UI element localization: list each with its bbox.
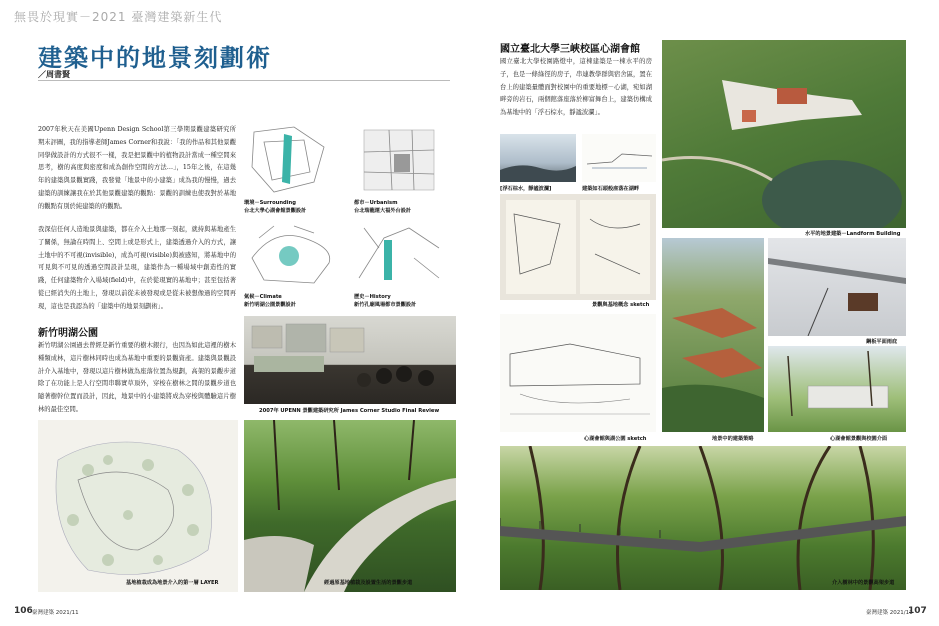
review-photo (244, 316, 456, 404)
plaza-photo (768, 346, 906, 432)
caption-sketch2: 心湖會館與湖公園 sketch (584, 436, 647, 442)
section-title-ntpu: 國立臺北大學三峽校區心湖會館 (500, 44, 640, 55)
urbanism-diagram (354, 122, 444, 197)
caption-walkway: 經過原基地植栽及設置生活的景觀步道 (324, 580, 413, 586)
page-title: 建築中的地景刻劃術 (38, 43, 272, 72)
caption-float: [浮石棕水，靜謐波瀾] (500, 186, 552, 192)
aerial-photo (662, 40, 906, 228)
history-diagram (354, 218, 444, 288)
caption-climate: 氣候－Climate (244, 294, 282, 300)
caption-landform: 水平的地景建築－Landform Building (805, 231, 901, 237)
overhang-photo (768, 238, 906, 336)
caption-climate-sub: 新竹明湖公園景觀設計 (244, 302, 296, 308)
sketchbook-photo (500, 194, 656, 300)
caption-layer: 基地植栽成為地景介入的第一層 LAYER (126, 580, 219, 586)
building-sketch (500, 314, 656, 432)
caption-sketch1: 景觀與基地概念 sketch (592, 302, 650, 308)
section-paragraph-hsinchu: 新竹明湖公園過去曾經是新竹重要的樹木銀行，也因為如此這裡的樹木種類成林，這片樹林同時也成為基地中重要的景觀資產。建築與景觀設計介入基地中，發現以這片樹林做為座落位置為規劃，高架的景觀步道除了在功能上是人行空間串聯實草頂外，穿梭在樹林之間的景觀步道也隨著樹幹位置而設計，因此，地景中的小建築將成為穿梭與體驗這片樹林的最佳空間。 (38, 342, 236, 413)
caption-canopy: 介入樹林中的景觀高架步道 (832, 580, 895, 586)
climate-diagram (244, 218, 334, 288)
walkway-photo (244, 420, 456, 592)
page-number-left: 106 (14, 606, 33, 616)
strategy-photo (662, 238, 764, 432)
author: ／周書賢 (38, 70, 70, 79)
caption-surrounding-sub: 台北大學心湖會館景觀設計 (244, 208, 307, 214)
caption-history-sub: 新竹孔廟風場都市景觀設計 (354, 302, 417, 308)
concept-photo (500, 134, 576, 182)
caption-surrounding: 環境－Surrounding (244, 200, 296, 206)
body-paragraph-1: 2007年秋天在美國Upenn Design School第三學期景觀建築研究所期末評圖，我的指導老師James Corner和我說：「我的作品和其他景觀同學做設計的方式很不一樣，我是把景觀中的植物設計當成一種空間來思考，樹的高度與密度和成為創作空間的方法…」，15年之後，在這幾年的建築與景觀實踐，我發覺「地景中的小建築」成為我的慢慢，過去建築的訓練讓我在於其他景觀建築的觀點：景觀的訓練也使我對於基地的觀點有別於純建築的的觀點。 (38, 126, 236, 210)
title-rule (38, 80, 450, 81)
page-number-right: 107 (908, 606, 927, 616)
caption-review: 2007年 UPENN 景觀建築研究所 James Corner Studio Final Review (259, 408, 440, 414)
body-paragraph-2: 我深信任何人造地景與建築，都在介入土地那一刻起，就持與基地產生了關係，無論在時間上、空間上或是形式上，建築透過介入的方式，讓土地中的不可視(invisible)，成為可視(visible)與被感知，將基地中的可見與不可見的透過空間設計呈現，建築作為一種場域中創造性的實踐，任何建築物介入場域(field)中，在於從現實的基地中；甚至包括著從已經消失的土地上，發現以前從未被發現或是從未被想像過的空間再現，這也是我認為的「建築中的地景刻劃術」。 (38, 226, 236, 310)
canopy-walkway-photo (500, 446, 906, 590)
caption-history: 歷史－History (354, 294, 391, 300)
caption-sketch-concept: 建築如石頭般座落在湖畔 (582, 186, 640, 192)
caption-urbanism-sub: 台北瑞龍運大福外台設計 (354, 208, 412, 214)
publication-right: 臺灣建築 2021/11 (866, 610, 913, 616)
caption-urbanism: 都市－Urbanism (354, 200, 398, 206)
section-paragraph-ntpu: 國立臺北大學校園路燈中，這棟建築是一棟水平的房子，也是一條綠徑的房子，串連教學群與宿舍區，置在台上的建築量體面對校園中的重要地標－心湖，宛如湖畔旁的岩石，兩個館落座落於柳富舞台上，建築仿構成為基地中的「浮石棕水，靜謐波瀾」。 (500, 58, 652, 117)
site-plan-drawing (38, 420, 238, 592)
section-title-hsinchu: 新竹明湖公園 (38, 328, 98, 339)
publication-left: 臺灣建築 2021/11 (32, 610, 79, 616)
surrounding-diagram (244, 122, 334, 197)
series-header: 無畏於現實－2021 臺灣建築新生代 (14, 10, 223, 24)
concept-sketch (582, 134, 656, 182)
caption-strategy: 地景中的建築策略 (712, 436, 754, 442)
caption-plaza: 心湖會館景觀與校園介面 (830, 436, 888, 442)
caption-overhang: 鋼板平面雨庇 (866, 339, 898, 345)
